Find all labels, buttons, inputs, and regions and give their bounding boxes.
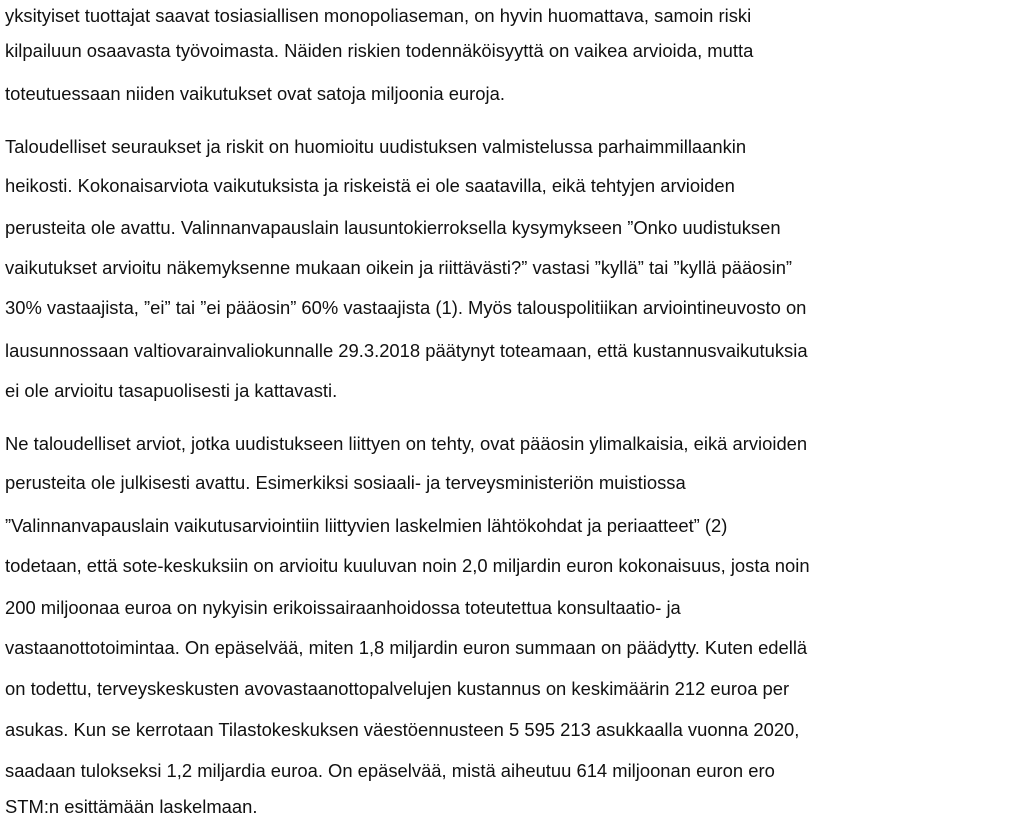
- text-line: lausunnossaan valtiovarainvaliokunnalle 29.3.2018 päätynyt toteamaan, että kustannusvaikutuksia: [5, 340, 808, 361]
- text-line: vastaanottotoimintaa. On epäselvää, miten 1,8 miljardin euron summaan on päädytty. Kuten edellä: [5, 637, 808, 658]
- text-line: Ne taloudelliset arviot, jotka uudistukseen liittyen on tehty, ovat pääosin ylimalkaisia, eikä arvioiden: [5, 433, 808, 454]
- text-line: heikosti. Kokonaisarviota vaikutuksista ja riskeistä ei ole saatavilla, eikä tehtyjen arvioiden: [5, 175, 735, 196]
- text-line: yksityiset tuottajat saavat tosiasiallisen monopoliaseman, on hyvin huomattava, samoin riski: [5, 5, 752, 26]
- text-line: perusteita ole julkisesti avattu. Esimerkiksi sosiaali- ja terveysministeriön muistiossa: [5, 472, 686, 493]
- text-line: 30% vastaajista, ”ei” tai ”ei pääosin” 60% vastaajista (1). Myös talouspolitiikan arviointineuvosto on: [5, 297, 807, 318]
- text-line: asukas. Kun se kerrotaan Tilastokeskuksen väestöennusteen 5 595 213 asukkaalla vuonna 2020,: [5, 719, 800, 740]
- text-line: 200 miljoonaa euroa on nykyisin erikoissairaanhoidossa toteutettua konsultaatio- ja: [5, 597, 681, 618]
- text-line: on todettu, terveyskeskusten avovastaanottopalvelujen kustannus on keskimäärin 212 euroa per: [5, 678, 790, 699]
- text-line: perusteita ole avattu. Valinnanvapauslain lausuntokierroksella kysymykseen ”Onko uudistuksen: [5, 217, 781, 238]
- text-line: Taloudelliset seuraukset ja riskit on huomioitu uudistuksen valmistelussa parhaimmillaankin: [5, 136, 747, 157]
- text-line: kilpailuun osaavasta työvoimasta. Näiden riskien todennäköisyyttä on vaikea arvioida, mutta: [5, 40, 754, 61]
- text-line: toteutuessaan niiden vaikutukset ovat satoja miljoonia euroja.: [5, 83, 505, 104]
- text-line: saadaan tulokseksi 1,2 miljardia euroa. On epäselvää, mistä aiheutuu 614 miljoonan euron ero: [5, 760, 775, 781]
- text-line: ”Valinnanvapauslain vaikutusarviointiin liittyvien laskelmien lähtökohdat ja periaatteet” (2): [5, 515, 728, 536]
- text-line: ei ole arvioitu tasapuolisesti ja kattavasti.: [5, 380, 338, 401]
- text-line: STM:n esittämään laskelmaan.: [5, 796, 258, 817]
- text-line: vaikutukset arvioitu näkemyksenne mukaan oikein ja riittävästi?” vastasi ”kyllä” tai ”kyllä pääosin”: [5, 257, 793, 278]
- text-line: todetaan, että sote-keskuksiin on arvioitu kuuluvan noin 2,0 miljardin euron kokonaisuus, josta noin: [5, 555, 810, 576]
